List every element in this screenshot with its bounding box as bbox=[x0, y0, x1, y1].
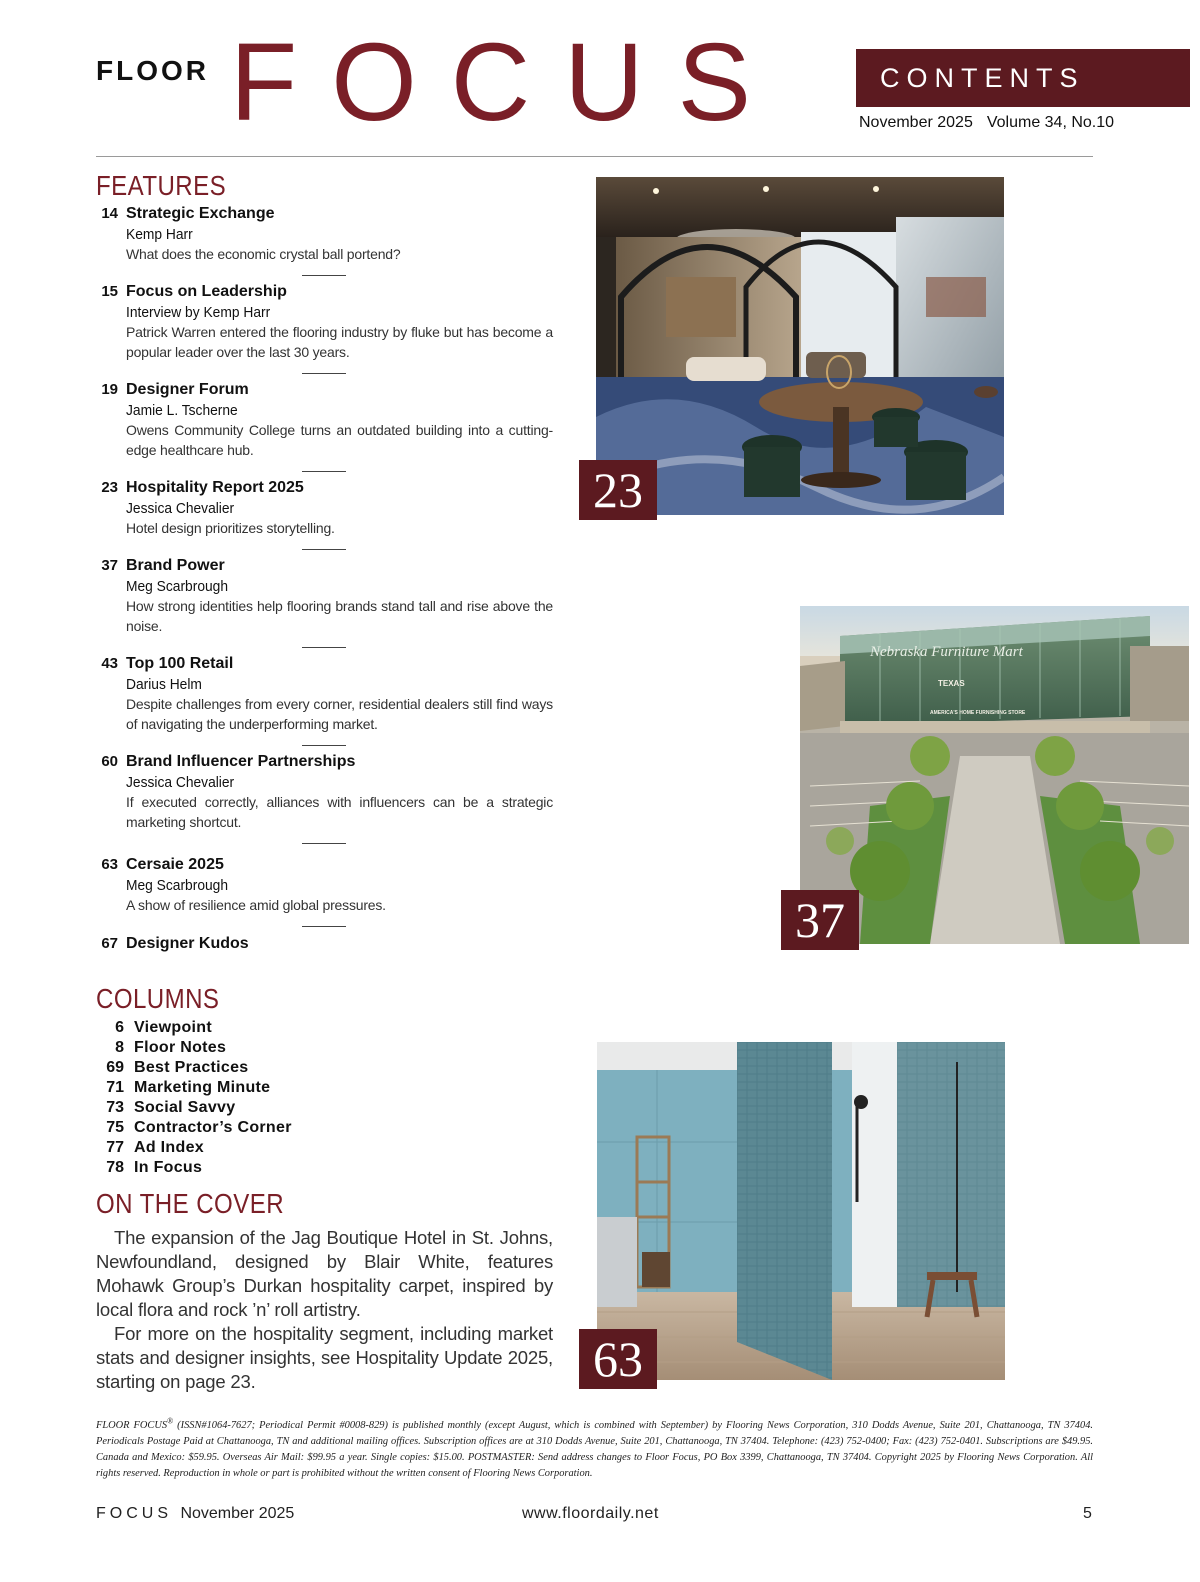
feature-item[interactable] bbox=[96, 557, 556, 636]
item-separator bbox=[302, 926, 346, 927]
feature-page: 14 bbox=[101, 205, 118, 222]
columns-list bbox=[96, 1019, 292, 1179]
column-page: 73 bbox=[106, 1099, 124, 1116]
registered-mark: ® bbox=[167, 1416, 174, 1426]
footer-issue bbox=[96, 1505, 294, 1523]
feature-item[interactable] bbox=[96, 381, 556, 460]
feature-title[interactable]: Designer Kudos bbox=[126, 935, 249, 952]
feature-description: Despite challenges from every corner, residential dealers still find ways of navigating the underperforming market. bbox=[126, 696, 553, 732]
feature-item[interactable] bbox=[96, 283, 556, 362]
item-separator bbox=[302, 843, 346, 844]
column-item[interactable] bbox=[96, 1079, 292, 1099]
header-divider bbox=[96, 156, 1093, 157]
item-separator bbox=[302, 373, 346, 374]
feature-description: What does the economic crystal ball portend? bbox=[126, 246, 401, 262]
feature-title[interactable]: Top 100 Retail bbox=[126, 655, 234, 672]
column-title[interactable]: Ad Index bbox=[134, 1139, 204, 1156]
column-page: 75 bbox=[106, 1119, 124, 1136]
column-page: 78 bbox=[106, 1159, 124, 1176]
column-title[interactable]: Floor Notes bbox=[134, 1039, 227, 1056]
feature-item[interactable] bbox=[96, 935, 556, 955]
feature-title[interactable]: Cersaie 2025 bbox=[126, 856, 224, 873]
tile-bathroom-illustration bbox=[597, 1042, 1005, 1380]
feature-author: Interview by Kemp Harr bbox=[126, 304, 271, 321]
feature-title[interactable]: Hospitality Report 2025 bbox=[126, 479, 304, 496]
feature-page: 67 bbox=[101, 935, 118, 952]
feature-page: 43 bbox=[101, 655, 118, 672]
issue-info bbox=[859, 114, 1114, 132]
column-page: 69 bbox=[106, 1059, 124, 1076]
column-title[interactable]: Viewpoint bbox=[134, 1019, 212, 1036]
column-item[interactable] bbox=[96, 1059, 292, 1079]
column-title[interactable]: Marketing Minute bbox=[134, 1079, 271, 1096]
feature-item[interactable] bbox=[96, 479, 556, 539]
feature-page: 23 bbox=[101, 479, 118, 496]
feature-description: A show of resilience amid global pressures. bbox=[126, 897, 386, 913]
legal-brand: FLOOR FOCUS bbox=[96, 1420, 168, 1431]
contents-banner: CONTENTS bbox=[856, 49, 1190, 107]
feature-author: Kemp Harr bbox=[126, 226, 193, 243]
footer-date: November 2025 bbox=[180, 1505, 295, 1522]
item-separator bbox=[302, 647, 346, 648]
feature-description: Patrick Warren entered the flooring industry by fluke but has become a popular leader over the last 30 years. bbox=[126, 324, 553, 360]
feature-description: If executed correctly, alliances with influencers can be a strategic marketing shortcut. bbox=[126, 794, 553, 830]
cover-paragraph: For more on the hospitality segment, including market stats and designer insights, see Hospitality Update 2025, starting on page 23. bbox=[96, 1323, 553, 1392]
feature-item[interactable] bbox=[96, 753, 556, 832]
feature-page: 37 bbox=[101, 557, 118, 574]
feature-description: Hotel design prioritizes storytelling. bbox=[126, 520, 335, 536]
column-title[interactable]: Best Practices bbox=[134, 1059, 249, 1076]
legal-text: (ISSN#1064-7627; Periodical Permit #0008-829) is published monthly (except August, which is combined with September) by Flooring News Corporation, 310 Dodds Avenue, Suite 201, Chattanooga, TN 37404. Periodicals Postage Paid at Chattanooga, TN and additional mailing offices. Subscription offices are at 310 Dodds Avenue, Suite 201, Chattanooga, TN 37404. Telephone: (423) 752-0400; Fax: (423) 752-0401. Subscriptions are $49.95. Canada and Mexico: $59.95. Overseas Air Mail: $99.95 a year. Single copies: $15.00. POSTMASTER: Send address changes to Floor Focus, PO Box 3399, Chattanooga, TN 37404. Copyright 2025 by Flooring News Corporation. All rights reserved. Reproduction in whole or part is prohibited without the written consent of Flooring News Corporation. bbox=[96, 1420, 1093, 1479]
feature-page: 15 bbox=[101, 283, 118, 300]
column-item[interactable] bbox=[96, 1159, 292, 1179]
hotel-lobby-illustration bbox=[596, 177, 1004, 515]
feature-title[interactable]: Designer Forum bbox=[126, 381, 249, 398]
store-sign-subtitle: AMERICA'S HOME FURNISHING STORE bbox=[930, 710, 1026, 716]
feature-author: Jamie L. Tscherne bbox=[126, 402, 238, 419]
item-separator bbox=[302, 275, 346, 276]
feature-title[interactable]: Brand Power bbox=[126, 557, 225, 574]
feature-description: How strong identities help flooring brands stand tall and rise above the noise. bbox=[126, 598, 553, 634]
column-item[interactable] bbox=[96, 1019, 292, 1039]
page-badge-63: 63 bbox=[579, 1329, 657, 1389]
feature-author: Meg Scarbrough bbox=[126, 877, 229, 894]
item-separator bbox=[302, 745, 346, 746]
column-page: 71 bbox=[106, 1079, 124, 1096]
feature-author: Meg Scarbrough bbox=[126, 578, 229, 595]
feature-item[interactable] bbox=[96, 205, 556, 265]
tile-bathroom-photo[interactable] bbox=[597, 1042, 1005, 1380]
page-badge-37: 37 bbox=[781, 890, 859, 950]
column-title[interactable]: Social Savvy bbox=[134, 1099, 236, 1116]
column-page: 8 bbox=[115, 1039, 124, 1056]
cover-heading: ON THE COVER bbox=[96, 1188, 285, 1219]
column-item[interactable] bbox=[96, 1119, 292, 1139]
feature-author: Jessica Chevalier bbox=[126, 774, 235, 791]
footer-page-number: 5 bbox=[1083, 1505, 1092, 1522]
column-title[interactable]: Contractor’s Corner bbox=[134, 1119, 292, 1136]
masthead-focus-wordmark: FOCUS bbox=[230, 21, 785, 144]
item-separator bbox=[302, 549, 346, 550]
feature-title[interactable]: Focus on Leadership bbox=[126, 283, 287, 300]
column-item[interactable] bbox=[96, 1039, 292, 1059]
publication-legal-notice bbox=[96, 1418, 1093, 1482]
issue-volume: Volume 34, No.10 bbox=[986, 114, 1115, 131]
hotel-lobby-photo[interactable] bbox=[596, 177, 1004, 515]
feature-author: Jessica Chevalier bbox=[126, 500, 235, 517]
column-item[interactable] bbox=[96, 1099, 292, 1119]
feature-author: Darius Helm bbox=[126, 676, 202, 693]
item-separator bbox=[302, 471, 346, 472]
column-item[interactable] bbox=[96, 1139, 292, 1159]
column-title[interactable]: In Focus bbox=[134, 1159, 203, 1176]
feature-item[interactable] bbox=[96, 655, 556, 734]
page-badge-23: 23 bbox=[579, 460, 657, 520]
column-page: 77 bbox=[106, 1139, 124, 1156]
footer-website-link[interactable]: www.floordaily.net bbox=[522, 1505, 659, 1522]
feature-item[interactable] bbox=[96, 856, 556, 916]
feature-page: 63 bbox=[101, 856, 118, 873]
feature-page: 19 bbox=[101, 381, 118, 398]
store-sign-texas: TEXAS bbox=[938, 679, 965, 688]
masthead-floor-wordmark: FLOOR bbox=[96, 55, 209, 86]
column-page: 6 bbox=[115, 1019, 124, 1036]
cover-paragraph: The expansion of the Jag Boutique Hotel in St. Johns, Newfoundland, designed by Blair White, features Mohawk Group’s Durkan hospitality carpet, inspired by local flora and rock ’n’ roll artistry. bbox=[96, 1227, 553, 1320]
features-heading: FEATURES bbox=[96, 170, 227, 201]
feature-title[interactable]: Strategic Exchange bbox=[126, 205, 275, 222]
feature-description: Owens Community College turns an outdated building into a cutting-edge healthcare hub. bbox=[126, 422, 553, 458]
store-sign: Nebraska Furniture Mart bbox=[870, 644, 1023, 660]
footer-focus: FOCUS bbox=[96, 1505, 172, 1522]
cover-description bbox=[96, 1226, 553, 1394]
feature-title[interactable]: Brand Influencer Partnerships bbox=[126, 753, 356, 770]
issue-date: November 2025 bbox=[859, 114, 973, 131]
feature-page: 60 bbox=[101, 753, 118, 770]
columns-heading: COLUMNS bbox=[96, 983, 220, 1014]
